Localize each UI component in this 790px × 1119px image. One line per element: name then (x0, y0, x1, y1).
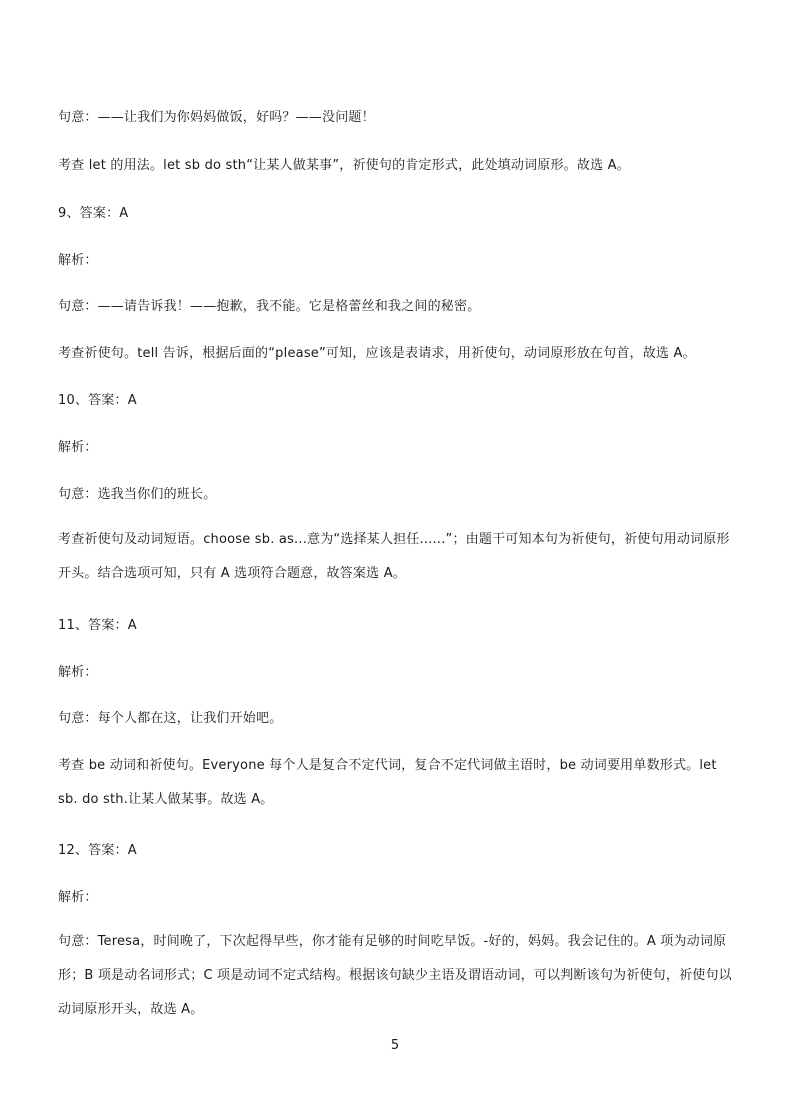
q11-analysis-label: 解析： (58, 665, 98, 680)
q8-sentence-meaning: 句意：——让我们为你妈妈做饭，好吗？——没问题！ (58, 110, 375, 125)
q10-answer: 10、答案：A (58, 393, 137, 408)
q12-analysis-label: 解析： (58, 890, 98, 905)
page-number: 5 (390, 1038, 400, 1053)
q11-explanation: 考查 be 动词和祈使句。Everyone 每个人是复合不定代词，复合不定代词做主语时，be 动词要用单数形式。let sb. do sth.让某人做某事。故选 A。 (58, 758, 717, 807)
q9-sentence-meaning: 句意：——请告诉我！——抱歉，我不能。它是格蕾丝和我之间的秘密。 (58, 299, 481, 314)
q12-answer: 12、答案：A (58, 843, 137, 858)
q12-sentence-meaning: 句意：Teresa，时间晚了，下次起得早些，你才能有足够的时间吃早饭。-好的，妈妈。我会记住的。A 项为动词原形；B 项是动名词形式；C 项是动词不定式结构。根据该句缺少主语及谓语动词，可以判断该句为祈使句，祈使句以动词原形开头，故选 A。 (58, 934, 732, 1017)
q11-answer: 11、答案：A (58, 618, 137, 633)
q11-sentence-meaning: 句意：每个人都在这，让我们开始吧。 (58, 711, 283, 726)
q9-explanation: 考查祈使句。tell 告诉，根据后面的“please”可知，应该是表请求，用祈使句，动词原形放在句首，故选 A。 (58, 346, 696, 361)
q8-explanation: 考查 let 的用法。let sb do sth“让某人做某事”，祈使句的肯定形式，此处填动词原形。故选 A。 (58, 158, 630, 173)
q9-analysis-label: 解析： (58, 253, 98, 268)
q10-sentence-meaning: 句意：选我当你们的班长。 (58, 487, 217, 502)
q10-analysis-label: 解析： (58, 440, 98, 455)
q10-explanation: 考查祈使句及动词短语。choose sb. as...意为“选择某人担任......”；由题干可知本句为祈使句，祈使句用动词原形开头。结合选项可知，只有 A 选项符合题意，故答案选 A。 (58, 532, 730, 581)
q9-answer: 9、答案：A (58, 206, 129, 221)
